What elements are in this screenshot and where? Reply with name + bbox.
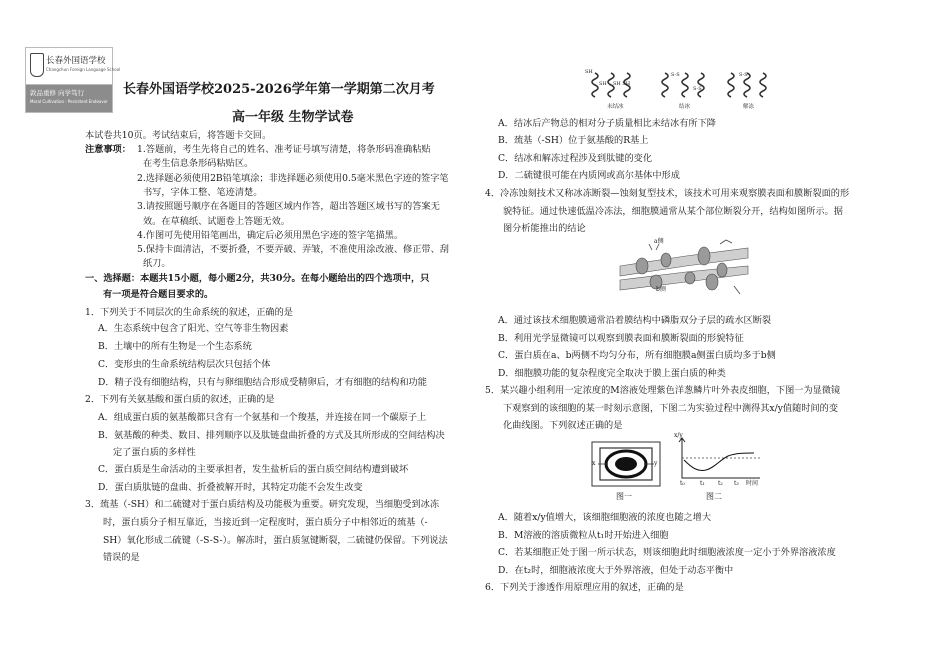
q3-option-c: C．结冰和解冻过程涉及到肽键的变化	[498, 153, 653, 164]
question-4-stem: 4．冷冻蚀刻技术又称冰冻断裂—蚀刻复型技术，该技术可用来观察膜表面和膜断裂面的形	[485, 188, 850, 199]
disulfide-figure	[583, 67, 773, 115]
q2-option-b-cont: 定了蛋白质的多样性	[113, 447, 196, 458]
q4-option-a: A．通过该技术细胞膜通常沿着膜结构中磷脂双分子层的疏水区断裂	[498, 315, 772, 326]
sh-group-label: SH SH	[613, 81, 631, 87]
q1-option-b: B．土壤中的所有生物是一个生态系统	[98, 341, 252, 352]
side-a-label: a侧	[654, 238, 664, 245]
fig1-label-x: x	[592, 460, 596, 467]
exam-subtitle: 高一年级 生物学试卷	[232, 110, 354, 125]
sh-group-label: SH	[585, 69, 593, 75]
ss-bond-label: S-S	[693, 86, 702, 92]
fig2-y-label: x/y	[674, 432, 683, 439]
q4-option-b: B．利用光学显微镜可以观察到膜表面和膜断裂面的形貌特征	[498, 333, 744, 344]
figure-2-caption: 图二	[706, 492, 722, 501]
note-line: 3.请按照题号顺序在各题目的答题区域内作答，超出答题区域书写的答案无	[137, 201, 440, 212]
question-2-stem: 2．下列有关氨基酸和蛋白质的叙述，正确的是	[85, 394, 275, 405]
fig2-tick: t₂	[718, 480, 723, 487]
figure-1-caption: 图一	[616, 492, 632, 501]
q1-option-d: D．精子没有细胞结构，只有与卵细胞结合形成受精卵后，才有细胞的结构和功能	[98, 377, 427, 388]
ss-bond-label: S-S	[739, 72, 748, 78]
note-line: 1.答题前，考生先将自己的姓名、准考证号填写清楚，将条形码准确粘贴	[137, 144, 431, 155]
question-3-stem: 3．巯基（-SH）和二硫键对于蛋白质结构及功能极为重要。研究发现，当细胞受到冰冻	[85, 499, 440, 510]
cell-figure	[590, 438, 662, 504]
fig1-label-y: y	[654, 460, 658, 467]
q3-option-b: B．巯基（-SH）位于氨基酸的R基上	[498, 135, 649, 146]
fig-label-frozen: 结冰	[679, 104, 691, 110]
ss-bond-label: S-S	[671, 72, 680, 78]
school-logo	[25, 47, 121, 113]
q4-option-c: C．蛋白质在a、b两侧不均匀分布，所有细胞膜a侧蛋白质均多于b侧	[498, 350, 776, 361]
section-heading: 有一项是符合题目要求的。	[103, 289, 214, 300]
question-5-stem: 5．某兴趣小组利用一定浓度的M溶液处理紫色洋葱鳞片叶外表皮细胞，下图一为显微镜	[485, 385, 841, 396]
note-line: 书写，字体工整、笔迹清楚。	[143, 187, 263, 198]
section-heading: 一、选择题：本题共15小题，每小题2分，共30分。在每小题给出的四个选项中，只	[85, 273, 430, 284]
q3-option-d: D．二硫键很可能在内质网或高尔基体中形成	[498, 170, 680, 181]
exam-title: 长春外国语学校2025-2026学年第一学期第二次月考	[123, 82, 435, 97]
fig-label-thawed: 解冻	[743, 104, 755, 110]
q1-option-a: A．生态系统中包含了阳光、空气等非生物因素	[98, 323, 289, 334]
sh-group-label: SH	[599, 81, 607, 87]
question-3-stem: SH）氧化形成二硫键（-S-S-）。解冻时，蛋白质氢键断裂，二硫键仍保留。下列说法	[103, 535, 448, 546]
q5-option-b: B．M溶液的溶质微粒从t₁时开始进入细胞	[498, 530, 669, 541]
q2-option-b: B．氨基酸的种类、数目、排列顺序以及肽链盘曲折叠的方式及其所形成的空间结构决	[98, 430, 445, 441]
logo-motto-en: Moral Cultivation · Persistent Endeavor	[30, 99, 108, 104]
note-line: 5.保持卡面清洁，不要折叠，不要弄破、弄皱，不准使用涂改液、修正带、刮	[137, 244, 449, 255]
logo-name-cn: 长春外国语学校	[46, 56, 106, 66]
side-b-label: b侧	[656, 286, 666, 293]
q3-option-a: A．结冰后产物总的相对分子质量相比未结冰有所下降	[498, 118, 716, 129]
fig2-x-label: 时间	[746, 480, 759, 487]
question-5-stem: 化曲线图。下列叙述正确的是	[503, 420, 623, 431]
freeze-fracture-figure	[616, 236, 752, 310]
school-crest-icon	[30, 53, 44, 77]
notes-label: 注意事项：	[85, 144, 131, 155]
note-line: 纸刀。	[143, 258, 171, 269]
q2-option-a: A．组成蛋白质的氨基酸都只含有一个氨基和一个羧基，并连接在同一个碳原子上	[98, 412, 427, 423]
q1-option-c: C．变形虫的生命系统结构层次只包括个体	[98, 359, 271, 370]
note-line: 在考生信息条形码粘贴区。	[143, 158, 254, 169]
question-1-stem: 1．下列关于不同层次的生命系统的叙述，正确的是	[85, 307, 293, 318]
question-3-stem: 时，蛋白质分子相互靠近，当接近到一定程度时，蛋白质分子中相邻近的巯基（-	[103, 517, 428, 528]
note-line: 效。在草稿纸、试题卷上答题无效。	[143, 216, 290, 227]
q5-option-d: D．在t₂时，细胞液浓度大于外界溶液，但处于动态平衡中	[498, 565, 734, 576]
q4-option-d: D．细胞膜功能的复杂程度完全取决于膜上蛋白质的种类	[498, 368, 726, 379]
question-6-stem: 6．下列关于渗透作用原理应用的叙述，正确的是	[485, 582, 684, 593]
q5-option-a: A．随着x/y值增大，该细胞细胞液的浓度也随之增大	[498, 512, 712, 523]
ratio-curve-figure	[674, 434, 766, 506]
note-line: 2.选择题必须使用2B铅笔填涂；非选择题必须使用0.5毫米黑色字迹的签字笔	[137, 173, 449, 184]
q2-option-c: C．蛋白质是生命活动的主要承担者，发生盐析后的蛋白质空间结构遭到破坏	[98, 464, 409, 475]
logo-name-en: Changchun Foreign Language School	[46, 67, 121, 72]
fig2-tick: t₀	[680, 480, 685, 487]
question-3-stem: 错误的是	[103, 552, 140, 563]
q2-option-d: D．蛋白质肽链的盘曲、折叠被解开时，其特定功能不会发生改变	[98, 482, 363, 493]
logo-motto-cn: 敦品重修 向学笃行	[30, 89, 85, 97]
question-5-stem: 下观察到的该细胞的某一时刻示意图，下图二为实验过程中测得其x/y值随时间的变	[503, 403, 839, 414]
fig-label-unfrozen: 未结冰	[607, 104, 624, 110]
q5-option-c: C．若某细胞正处于图一所示状态，则该细胞此时细胞液浓度一定小于外界溶液浓度	[498, 547, 836, 558]
fig2-tick: t₁	[700, 480, 705, 487]
question-4-stem: 貌特征。通过快速低温冷冻法，细胞膜通常从某个部位断裂分开，结构如图所示。据	[503, 206, 843, 217]
question-4-stem: 图分析能推出的结论	[503, 223, 586, 234]
intro-text: 本试卷共10页。考试结束后，将答题卡交回。	[85, 130, 272, 141]
fig2-tick: t₃	[734, 480, 739, 487]
note-line: 4.作图可先使用铅笔画出，确定后必须用黑色字迹的签字笔描黑。	[137, 230, 404, 241]
